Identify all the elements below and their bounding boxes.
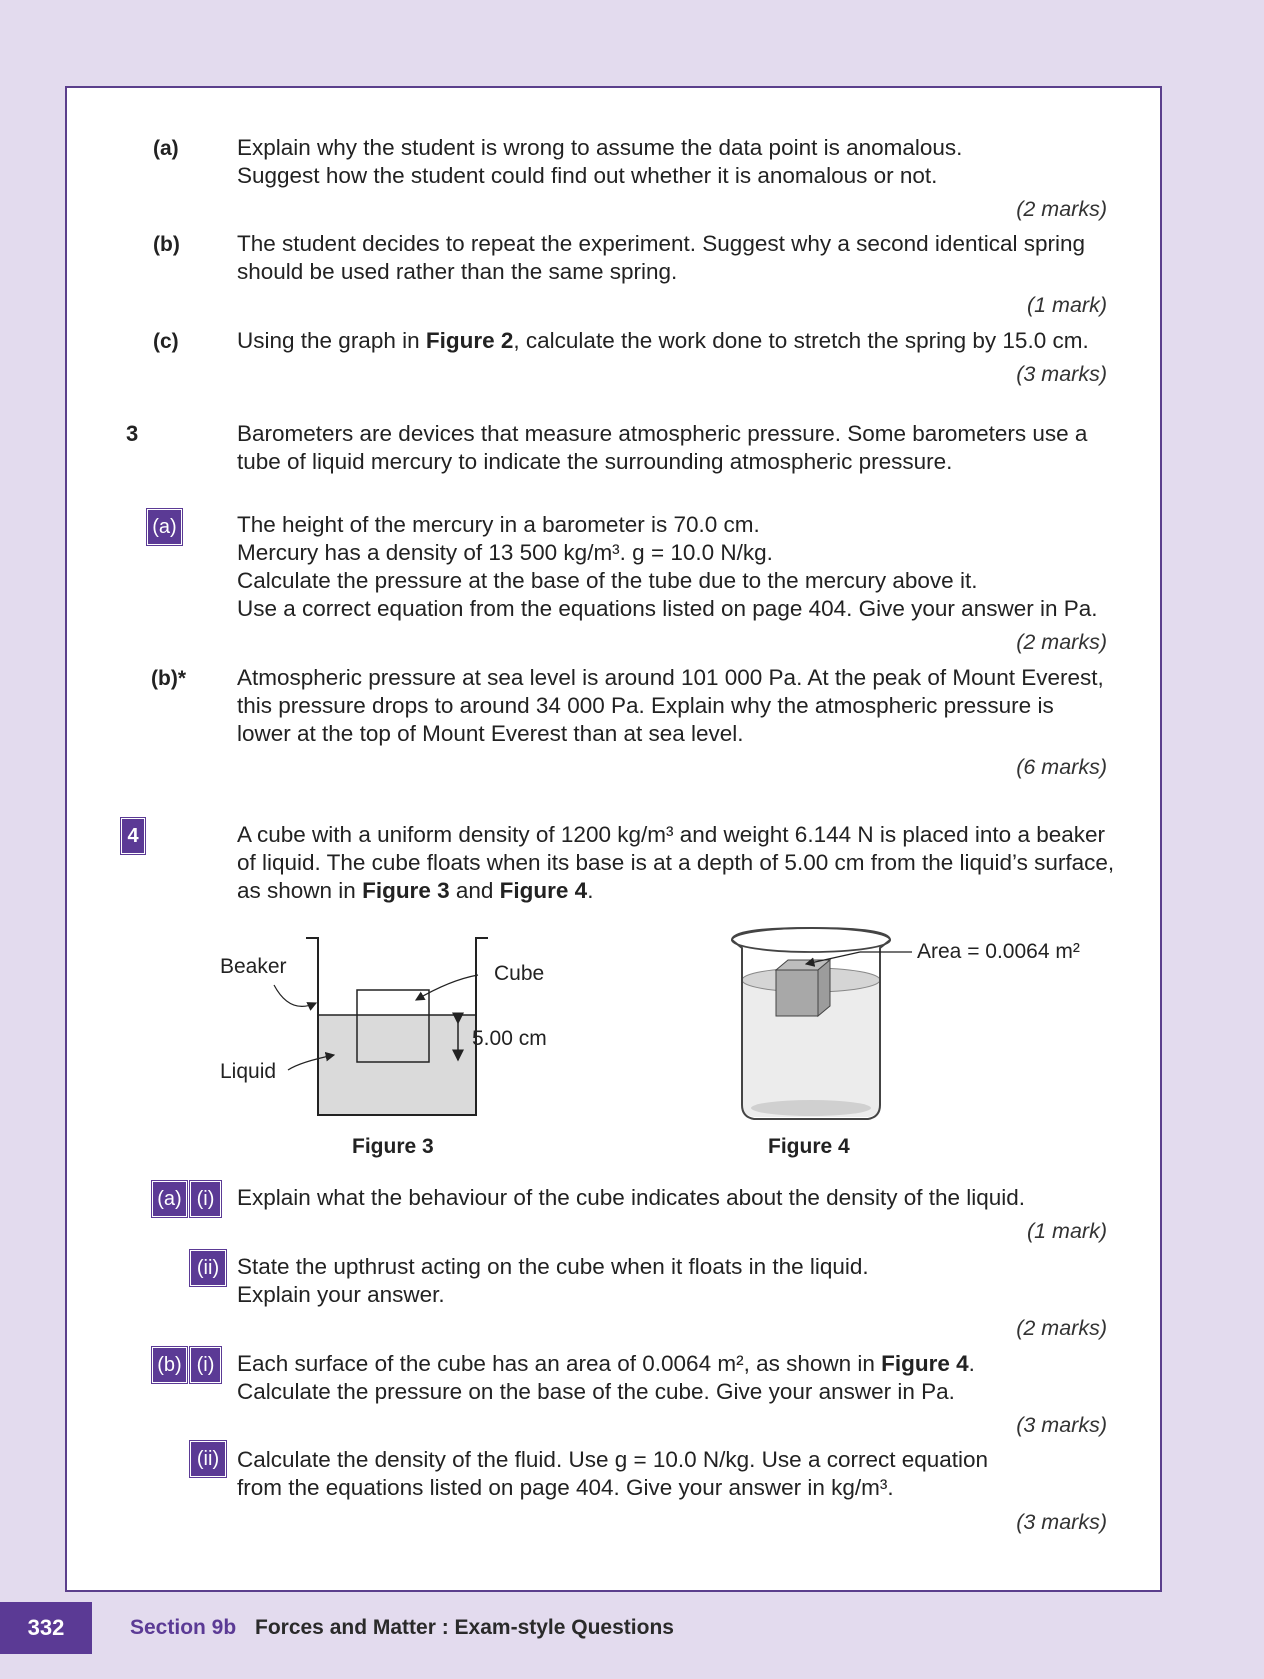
q4-intro2: of liquid. The cube floats when its base is at a depth of 5.00 cm from the liquid’s surface,: [237, 850, 1115, 875]
figure-4-area-label: Area = 0.0064 m²: [917, 940, 1080, 963]
q2c-marks: (3 marks): [1016, 362, 1107, 386]
q4-intro1: A cube with a uniform density of 1200 kg/m³ and weight 6.144 N is placed into a beaker: [237, 822, 1106, 847]
q3a-marks: (2 marks): [1016, 630, 1107, 654]
section-title: Forces and Matter : Exam-style Questions: [255, 1616, 674, 1639]
q2a-label: (a): [153, 137, 179, 160]
area-arrow: [806, 952, 860, 964]
q2a-line2: Suggest how the student could find out whether it is anomalous or not.: [237, 163, 938, 188]
figure-3-caption: Figure 3: [352, 1135, 434, 1158]
figure-4-diagram: [720, 920, 920, 1132]
q2b-line1: The student decides to repeat the experiment. Suggest why a second identical spring: [237, 231, 1086, 256]
q3-intro1: Barometers are devices that measure atmospheric pressure. Some barometers use a: [237, 421, 1088, 446]
beaker-arrow: [274, 985, 316, 1006]
q4a-i-text: Explain what the behaviour of the cube indicates about the density of the liquid.: [237, 1185, 1026, 1210]
section-label: Section 9b: [130, 1616, 237, 1639]
q4a-ii-line1: State the upthrust acting on the cube when it floats in the liquid.: [237, 1254, 869, 1279]
q4b-i-marks: (3 marks): [1016, 1413, 1107, 1437]
q3a-line4: Use a correct equation from the equations listed on page 404. Give your answer in Pa.: [237, 596, 1098, 621]
q4a-ii-line2: Explain your answer.: [237, 1282, 445, 1307]
figure-3-cube-label: Cube: [494, 962, 545, 985]
q4b-badge: (b): [152, 1347, 187, 1383]
q4a-i-badge: (i): [190, 1181, 221, 1217]
q3a-line3: Calculate the pressure at the base of the tube due to the mercury above it.: [237, 568, 978, 593]
q3b-marks: (6 marks): [1016, 755, 1107, 779]
q2b-label: (b): [153, 233, 180, 256]
q4a-badge: (a): [152, 1181, 187, 1217]
q4-intro3: as shown in Figure 3 and Figure 4.: [237, 878, 594, 903]
cube-4: [776, 970, 818, 1016]
q3a-line1: The height of the mercury in a barometer is 70.0 cm.: [237, 512, 760, 537]
q2a-line1: Explain why the student is wrong to assume the data point is anomalous.: [237, 135, 963, 160]
q4b-ii-line1: Calculate the density of the fluid. Use g = 10.0 N/kg. Use a correct equation: [237, 1447, 989, 1472]
cube-arrow: [416, 975, 478, 1000]
q3-intro2: tube of liquid mercury to indicate the surrounding atmospheric pressure.: [237, 449, 953, 474]
figure-3-liquid-label: Liquid: [220, 1060, 277, 1083]
q2b-line2: should be used rather than the same spring.: [237, 259, 678, 284]
q3b-label: (b)*: [151, 667, 186, 690]
figure-4-caption: Figure 4: [768, 1135, 850, 1158]
q4b-i-line2: Calculate the pressure on the base of the cube. Give your answer in Pa.: [237, 1379, 955, 1404]
q2b-marks: (1 mark): [1026, 293, 1107, 317]
figure-3-depth-label: 5.00 cm: [472, 1027, 547, 1050]
q2a-marks: (2 marks): [1016, 197, 1107, 221]
q4b-i-line1: Each surface of the cube has an area of 0.0064 m², as shown in Figure 4.: [237, 1351, 975, 1376]
q4b-ii-marks: (3 marks): [1016, 1510, 1107, 1534]
q3-number: 3: [126, 421, 139, 446]
q3b-line3: lower at the top of Mount Everest than at sea level.: [237, 721, 744, 746]
liquid-fill: [318, 1015, 476, 1115]
figure-3-beaker-label: Beaker: [220, 955, 287, 978]
q4b-ii-badge: (ii): [190, 1441, 226, 1477]
q4b-ii-line2: from the equations listed on page 404. Give your answer in kg/m³.: [237, 1475, 894, 1500]
q4b-i-badge: (i): [190, 1347, 221, 1383]
q3a-line2: Mercury has a density of 13 500 kg/m³. g = 10.0 N/kg.: [237, 540, 773, 565]
q3a-badge: (a): [147, 509, 182, 545]
q4a-ii-badge: (ii): [190, 1250, 226, 1286]
q2c-text: Using the graph in Figure 2, calculate the work done to stretch the spring by 15.0 cm.: [237, 328, 1089, 353]
page-number: 332: [0, 1602, 92, 1654]
q4-number-badge: 4: [121, 818, 145, 854]
q2c-label: (c): [153, 330, 179, 353]
beaker-4-rim: [732, 928, 890, 952]
q4a-ii-marks: (2 marks): [1016, 1316, 1107, 1340]
q3b-line1: Atmospheric pressure at sea level is around 101 000 Pa. At the peak of Mount Everest,: [237, 665, 1104, 690]
q3b-line2: this pressure drops to around 34 000 Pa. Explain why the atmospheric pressure is: [237, 693, 1054, 718]
q4a-i-marks: (1 mark): [1026, 1219, 1107, 1243]
